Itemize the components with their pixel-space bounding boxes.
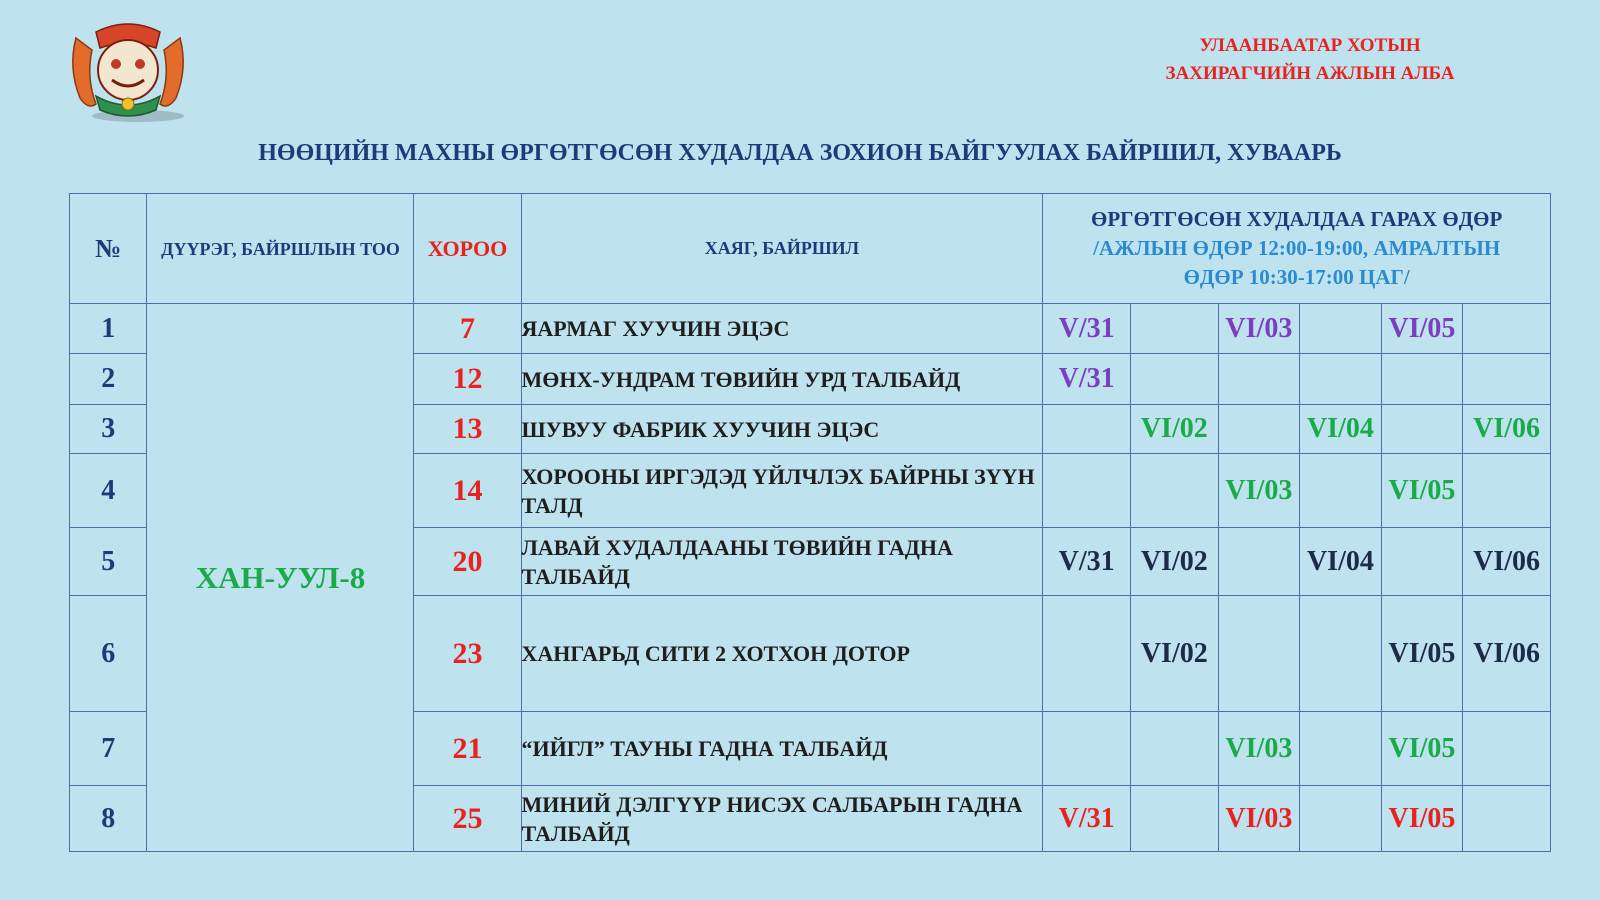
- khoroo-number: 21: [414, 712, 521, 786]
- address-cell: МӨНХ-УНДРАМ ТӨВИЙН УРД ТАЛБАЙД: [521, 354, 1043, 405]
- date-cell: [1381, 528, 1463, 596]
- header-district: ДҮҮРЭГ, БАЙРШЛЫН ТОО: [147, 194, 414, 304]
- date-cell: [1043, 596, 1131, 712]
- address-cell: ХОРООНЫ ИРГЭДЭД ҮЙЛЧЛЭХ БАЙРНЫ ЗҮҮН ТАЛД: [521, 454, 1043, 528]
- date-cell: VI/03: [1218, 454, 1300, 528]
- address-cell: ШУВУУ ФАБРИК ХУУЧИН ЭЦЭС: [521, 405, 1043, 454]
- date-cell: [1043, 454, 1131, 528]
- date-cell: V/31: [1043, 528, 1131, 596]
- header-dates-line-1: ӨРГӨТГӨСӨН ХУДАЛДАА ГАРАХ ӨДӨР: [1091, 207, 1503, 231]
- header-dates-line-2: /АЖЛЫН ӨДӨР 12:00-19:00, АМРАЛТЫН: [1093, 236, 1501, 260]
- date-cell: VI/05: [1381, 786, 1463, 852]
- header-address: ХАЯГ, БАЙРШИЛ: [521, 194, 1043, 304]
- khoroo-number: 23: [414, 596, 521, 712]
- date-cell: VI/04: [1300, 528, 1382, 596]
- date-cell: V/31: [1043, 786, 1131, 852]
- date-cell: [1130, 712, 1218, 786]
- date-cell: [1130, 304, 1218, 354]
- date-cell: [1300, 354, 1382, 405]
- date-cell: [1218, 405, 1300, 454]
- row-number: 4: [70, 454, 147, 528]
- date-cell: [1130, 354, 1218, 405]
- date-cell: VI/06: [1463, 528, 1551, 596]
- khoroo-number: 12: [414, 354, 521, 405]
- date-cell: [1381, 354, 1463, 405]
- date-cell: VI/06: [1463, 405, 1551, 454]
- table-row: [70, 304, 1551, 354]
- date-cell: [1381, 405, 1463, 454]
- date-cell: VI/03: [1218, 304, 1300, 354]
- date-cell: V/31: [1043, 354, 1131, 405]
- page-title: НӨӨЦИЙН МАХНЫ ӨРГӨТГӨСӨН ХУДАЛДАА ЗОХИОН БАЙГУУЛАХ БАЙРШИЛ, ХУВААРЬ: [258, 140, 1342, 166]
- date-cell: VI/02: [1130, 528, 1218, 596]
- address-cell: ЯАРМАГ ХУУЧИН ЭЦЭС: [521, 304, 1043, 354]
- row-number: 8: [70, 786, 147, 852]
- date-cell: [1463, 786, 1551, 852]
- header-dates: [1043, 194, 1551, 304]
- date-cell: [1130, 454, 1218, 528]
- header-dates-line-3: ӨДӨР 10:30-17:00 ЦАГ/: [1183, 265, 1410, 289]
- date-cell: VI/06: [1463, 596, 1551, 712]
- row-number: 7: [70, 712, 147, 786]
- khoroo-number: 20: [414, 528, 521, 596]
- date-cell: VI/05: [1381, 596, 1463, 712]
- date-cell: VI/02: [1130, 596, 1218, 712]
- khoroo-number: 13: [414, 405, 521, 454]
- khoroo-number: 14: [414, 454, 521, 528]
- schedule-table: [69, 193, 1551, 852]
- date-cell: [1300, 454, 1382, 528]
- row-number: 2: [70, 354, 147, 405]
- row-number: 1: [70, 304, 147, 354]
- date-cell: [1463, 304, 1551, 354]
- date-cell: VI/02: [1130, 405, 1218, 454]
- date-cell: [1130, 786, 1218, 852]
- org-line-2: ЗАХИРАГЧИЙН АЖЛЫН АЛБА: [1165, 63, 1455, 84]
- date-cell: VI/05: [1381, 712, 1463, 786]
- row-number: 5: [70, 528, 147, 596]
- address-cell: МИНИЙ ДЭЛГҮҮР НИСЭХ САЛБАРЫН ГАДНА ТАЛБАЙД: [521, 786, 1043, 852]
- khoroo-number: 25: [414, 786, 521, 852]
- header-number: №: [70, 194, 147, 304]
- date-cell: [1043, 405, 1131, 454]
- date-cell: VI/05: [1381, 304, 1463, 354]
- district-cell: ХАН-УУЛ-8: [147, 304, 414, 852]
- date-cell: VI/03: [1218, 786, 1300, 852]
- date-cell: [1463, 454, 1551, 528]
- date-cell: VI/04: [1300, 405, 1382, 454]
- header-khoroo: ХОРОО: [414, 194, 521, 304]
- date-cell: V/31: [1043, 304, 1131, 354]
- khoroo-number: 7: [414, 304, 521, 354]
- org-line-1: УЛААНБААТАР ХОТЫН: [1199, 35, 1421, 56]
- address-cell: “ИЙГЛ” ТАУНЫ ГАДНА ТАЛБАЙД: [521, 712, 1043, 786]
- date-cell: [1043, 712, 1131, 786]
- date-cell: VI/03: [1218, 712, 1300, 786]
- address-cell: ХАНГАРЬД СИТИ 2 ХОТХОН ДОТОР: [521, 596, 1043, 712]
- table-header-row: [70, 194, 1551, 304]
- date-cell: [1300, 786, 1382, 852]
- row-number: 3: [70, 405, 147, 454]
- date-cell: [1218, 528, 1300, 596]
- row-number: 6: [70, 596, 147, 712]
- date-cell: [1218, 354, 1300, 405]
- date-cell: [1218, 596, 1300, 712]
- date-cell: [1300, 712, 1382, 786]
- address-cell: ЛАВАЙ ХУДАЛДААНЫ ТӨВИЙН ГАДНА ТАЛБАЙД: [521, 528, 1043, 596]
- date-cell: [1300, 304, 1382, 354]
- date-cell: [1463, 354, 1551, 405]
- date-cell: VI/05: [1381, 454, 1463, 528]
- city-emblem-icon: [66, 18, 190, 126]
- date-cell: [1463, 712, 1551, 786]
- date-cell: [1300, 596, 1382, 712]
- organization-name: [1100, 32, 1520, 88]
